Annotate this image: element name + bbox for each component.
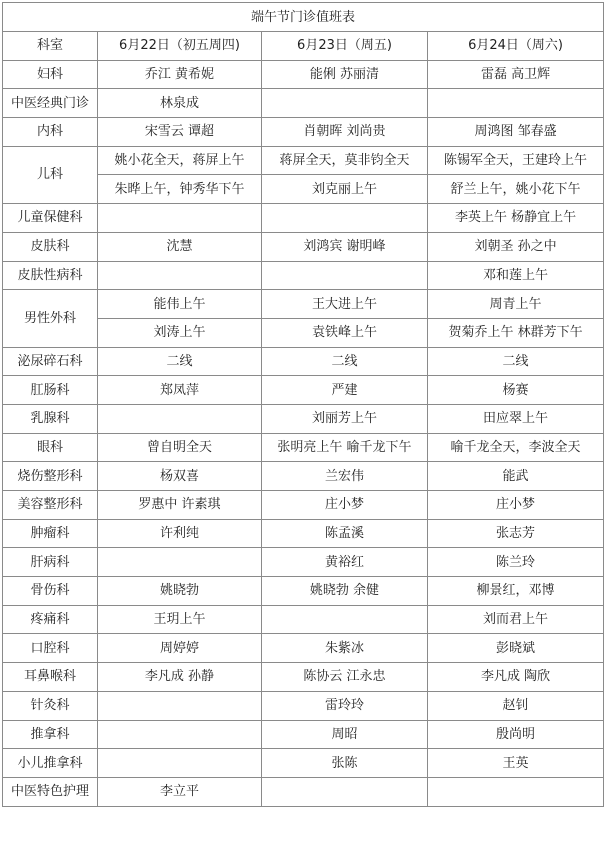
duty-cell-day1: 宋雪云 谭超 xyxy=(98,118,262,147)
duty-cell-day2 xyxy=(262,204,428,233)
duty-cell-day1: 李立平 xyxy=(98,777,262,806)
duty-cell-day3: 二线 xyxy=(428,347,604,376)
duty-cell-day1: 杨双喜 xyxy=(98,462,262,491)
dept-cell: 皮肤性病科 xyxy=(3,261,98,290)
table-row xyxy=(3,720,604,749)
duty-cell-day3: 喻千龙全天，李波全天 xyxy=(428,433,604,462)
duty-cell-day3: 周青上午 xyxy=(428,290,604,319)
duty-cell-day3: 贺菊乔上午 林群芳下午 xyxy=(428,318,604,347)
duty-schedule-table xyxy=(2,2,604,807)
duty-cell-day2 xyxy=(262,777,428,806)
duty-cell-day3: 邓和莲上午 xyxy=(428,261,604,290)
table-title: 端午节门诊值班表 xyxy=(3,3,604,32)
duty-cell-day1: 林泉成 xyxy=(98,89,262,118)
duty-cell-day1: 王玥上午 xyxy=(98,605,262,634)
dept-cell: 乳腺科 xyxy=(3,404,98,433)
duty-cell-day2: 严建 xyxy=(262,376,428,405)
duty-cell-day2: 黄裕红 xyxy=(262,548,428,577)
duty-cell-day2 xyxy=(262,605,428,634)
table-row xyxy=(3,777,604,806)
duty-cell-day2: 刘鸿宾 谢明峰 xyxy=(262,232,428,261)
dept-cell: 烧伤整形科 xyxy=(3,462,98,491)
table-row xyxy=(3,118,604,147)
dept-cell: 儿童保健科 xyxy=(3,204,98,233)
table-row xyxy=(3,462,604,491)
table-row xyxy=(3,491,604,520)
dept-cell: 皮肤科 xyxy=(3,232,98,261)
duty-cell-day1: 许利纯 xyxy=(98,519,262,548)
table-row xyxy=(3,749,604,778)
duty-cell-day2 xyxy=(262,261,428,290)
table-row xyxy=(3,404,604,433)
dept-cell: 肿瘤科 xyxy=(3,519,98,548)
duty-cell-day3: 舒兰上午，姚小花下午 xyxy=(428,175,604,204)
table-row xyxy=(3,548,604,577)
dept-cell: 妇科 xyxy=(3,60,98,89)
duty-cell-day3: 赵钊 xyxy=(428,691,604,720)
duty-cell-day3: 陈锡军全天，王建玲上午 xyxy=(428,146,604,175)
dept-cell: 泌尿碎石科 xyxy=(3,347,98,376)
duty-cell-day2: 能俐 苏丽清 xyxy=(262,60,428,89)
table-row xyxy=(3,290,604,319)
dept-cell: 中医经典门诊 xyxy=(3,89,98,118)
table-row xyxy=(3,232,604,261)
dept-cell: 推拿科 xyxy=(3,720,98,749)
duty-cell-day2: 姚晓勃 余健 xyxy=(262,577,428,606)
duty-cell-day2: 王大进上午 xyxy=(262,290,428,319)
duty-cell-day1: 曾自明全天 xyxy=(98,433,262,462)
table-row xyxy=(3,577,604,606)
duty-cell-day3: 能武 xyxy=(428,462,604,491)
dept-cell: 眼科 xyxy=(3,433,98,462)
duty-cell-day1 xyxy=(98,548,262,577)
duty-cell-day1: 沈慧 xyxy=(98,232,262,261)
duty-cell-day1: 周婷婷 xyxy=(98,634,262,663)
duty-cell-day1: 刘涛上午 xyxy=(98,318,262,347)
duty-cell-day3: 殷尚明 xyxy=(428,720,604,749)
table-row xyxy=(3,663,604,692)
duty-cell-day2: 朱紫冰 xyxy=(262,634,428,663)
dept-cell: 中医特色护理 xyxy=(3,777,98,806)
dept-cell: 骨伤科 xyxy=(3,577,98,606)
duty-cell-day1: 姚小花全天，蒋屏上午 xyxy=(98,146,262,175)
duty-cell-day2: 袁铁峰上午 xyxy=(262,318,428,347)
table-row xyxy=(3,89,604,118)
duty-cell-day1: 能伟上午 xyxy=(98,290,262,319)
duty-cell-day3: 陈兰玲 xyxy=(428,548,604,577)
table-row xyxy=(3,60,604,89)
duty-cell-day3: 庄小梦 xyxy=(428,491,604,520)
duty-cell-day3: 田应翠上午 xyxy=(428,404,604,433)
dept-cell: 针灸科 xyxy=(3,691,98,720)
duty-cell-day3: 柳景红，邓博 xyxy=(428,577,604,606)
duty-cell-day3: 张志芳 xyxy=(428,519,604,548)
duty-cell-day2: 肖朝晖 刘尚贵 xyxy=(262,118,428,147)
dept-cell: 小儿推拿科 xyxy=(3,749,98,778)
duty-cell-day1: 朱晔上午，钟秀华下午 xyxy=(98,175,262,204)
duty-cell-day1: 二线 xyxy=(98,347,262,376)
duty-cell-day1: 李凡成 孙静 xyxy=(98,663,262,692)
duty-cell-day2: 张明亮上午 喻千龙下午 xyxy=(262,433,428,462)
table-row xyxy=(3,519,604,548)
duty-cell-day2: 二线 xyxy=(262,347,428,376)
dept-cell: 男性外科 xyxy=(3,290,98,347)
table-row xyxy=(3,204,604,233)
table-row xyxy=(3,433,604,462)
duty-cell-day3 xyxy=(428,777,604,806)
duty-cell-day3: 雷磊 高卫辉 xyxy=(428,60,604,89)
duty-cell-day2 xyxy=(262,89,428,118)
title-row xyxy=(3,3,604,32)
table-row xyxy=(3,605,604,634)
duty-cell-day3: 刘朝圣 孙之中 xyxy=(428,232,604,261)
duty-cell-day1 xyxy=(98,404,262,433)
duty-cell-day1: 姚晓勃 xyxy=(98,577,262,606)
header-row xyxy=(3,32,604,61)
dept-cell: 儿科 xyxy=(3,146,98,203)
duty-cell-day3: 李凡成 陶欣 xyxy=(428,663,604,692)
dept-cell: 口腔科 xyxy=(3,634,98,663)
dept-cell: 耳鼻喉科 xyxy=(3,663,98,692)
dept-cell: 内科 xyxy=(3,118,98,147)
table-row xyxy=(3,146,604,175)
dept-cell: 美容整形科 xyxy=(3,491,98,520)
duty-cell-day1 xyxy=(98,749,262,778)
duty-cell-day2: 蒋屏全天，莫非钧全天 xyxy=(262,146,428,175)
table-body xyxy=(3,3,604,807)
duty-cell-day1: 乔江 黄希妮 xyxy=(98,60,262,89)
dept-cell: 疼痛科 xyxy=(3,605,98,634)
duty-cell-day1 xyxy=(98,720,262,749)
header-day1: 6月22日（初五周四) xyxy=(98,32,262,61)
duty-cell-day3: 王英 xyxy=(428,749,604,778)
table-row xyxy=(3,691,604,720)
duty-cell-day3: 彭晓斌 xyxy=(428,634,604,663)
duty-cell-day3: 李英上午 杨静宜上午 xyxy=(428,204,604,233)
duty-cell-day2: 兰宏伟 xyxy=(262,462,428,491)
duty-cell-day2: 周昭 xyxy=(262,720,428,749)
header-day3: 6月24日（周六) xyxy=(428,32,604,61)
duty-cell-day2: 陈孟溪 xyxy=(262,519,428,548)
table-row xyxy=(3,347,604,376)
duty-cell-day2: 张陈 xyxy=(262,749,428,778)
duty-cell-day3: 刘而君上午 xyxy=(428,605,604,634)
dept-cell: 肛肠科 xyxy=(3,376,98,405)
duty-cell-day1 xyxy=(98,204,262,233)
duty-cell-day2: 刘克丽上午 xyxy=(262,175,428,204)
dept-cell: 肝病科 xyxy=(3,548,98,577)
table-row xyxy=(3,634,604,663)
duty-cell-day3: 周鸿图 邹春盛 xyxy=(428,118,604,147)
header-day2: 6月23日（周五) xyxy=(262,32,428,61)
duty-cell-day1: 郑凤萍 xyxy=(98,376,262,405)
duty-cell-day2: 雷玲玲 xyxy=(262,691,428,720)
duty-cell-day2: 庄小梦 xyxy=(262,491,428,520)
duty-cell-day1 xyxy=(98,691,262,720)
duty-cell-day1 xyxy=(98,261,262,290)
table-row xyxy=(3,261,604,290)
duty-cell-day1: 罗惠中 许素琪 xyxy=(98,491,262,520)
table-row xyxy=(3,376,604,405)
duty-cell-day2: 刘丽芳上午 xyxy=(262,404,428,433)
duty-cell-day3: 杨赛 xyxy=(428,376,604,405)
duty-cell-day3 xyxy=(428,89,604,118)
header-dept: 科室 xyxy=(3,32,98,61)
duty-cell-day2: 陈协云 江永忠 xyxy=(262,663,428,692)
